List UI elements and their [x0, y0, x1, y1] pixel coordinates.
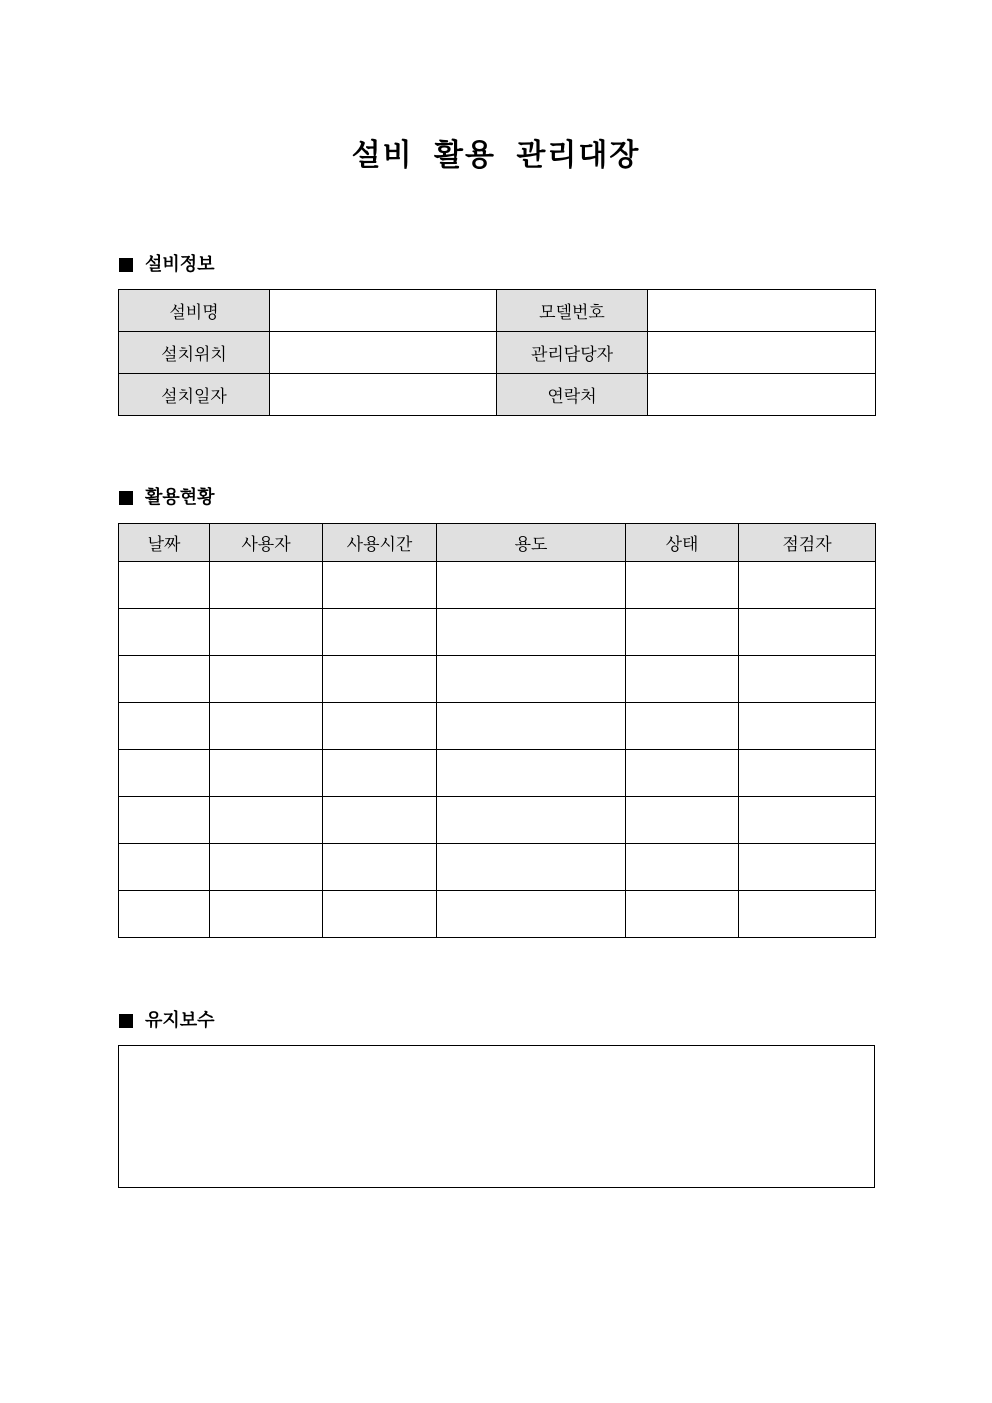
table-row [119, 844, 876, 891]
usage-cell[interactable] [210, 891, 323, 938]
usage-cell[interactable] [210, 750, 323, 797]
usage-cell[interactable] [210, 562, 323, 609]
usage-cell[interactable] [323, 844, 437, 891]
page-title: 설비 활용 관리대장 [351, 138, 641, 173]
table-row [119, 703, 876, 750]
usage-cell[interactable] [323, 891, 437, 938]
section-heading-info [119, 253, 215, 277]
usage-cell[interactable] [119, 891, 210, 938]
info-row [119, 290, 876, 332]
usage-cell[interactable] [437, 562, 626, 609]
info-value-cell[interactable] [648, 374, 876, 416]
usage-cell[interactable] [739, 562, 876, 609]
usage-cell[interactable] [323, 656, 437, 703]
info-value-cell[interactable] [648, 332, 876, 374]
usage-cell[interactable] [739, 797, 876, 844]
usage-column-header: 사용시간 [323, 524, 437, 562]
usage-cell[interactable] [739, 609, 876, 656]
usage-cell[interactable] [437, 891, 626, 938]
table-row [119, 750, 876, 797]
info-value-cell[interactable] [270, 374, 497, 416]
usage-cell[interactable] [437, 609, 626, 656]
usage-cell[interactable] [119, 750, 210, 797]
table-row [119, 609, 876, 656]
usage-cell[interactable] [119, 797, 210, 844]
info-row [119, 332, 876, 374]
usage-cell[interactable] [437, 844, 626, 891]
usage-cell[interactable] [119, 844, 210, 891]
section-heading-label: 설비정보 [145, 254, 215, 275]
info-value-cell[interactable] [648, 290, 876, 332]
section-heading-label: 활용현황 [145, 487, 215, 508]
info-value-cell[interactable] [270, 332, 497, 374]
usage-cell[interactable] [119, 656, 210, 703]
usage-cell[interactable] [437, 797, 626, 844]
usage-cell[interactable] [626, 562, 739, 609]
usage-cell[interactable] [323, 750, 437, 797]
table-row [119, 797, 876, 844]
info-row [119, 374, 876, 416]
usage-cell[interactable] [119, 609, 210, 656]
section-heading-maintenance [119, 1009, 215, 1033]
usage-header-row [119, 524, 876, 562]
table-row [119, 562, 876, 609]
usage-cell[interactable] [626, 891, 739, 938]
section-heading-usage [119, 486, 215, 510]
usage-cell[interactable] [739, 844, 876, 891]
square-bullet-icon [119, 258, 133, 272]
usage-cell[interactable] [119, 562, 210, 609]
info-label-cell: 설비명 [119, 290, 270, 332]
usage-cell[interactable] [437, 656, 626, 703]
info-label-cell: 연락처 [497, 374, 648, 416]
square-bullet-icon [119, 491, 133, 505]
info-label-cell: 설치위치 [119, 332, 270, 374]
equipment-info-table [118, 289, 876, 416]
usage-cell[interactable] [210, 844, 323, 891]
usage-cell[interactable] [210, 609, 323, 656]
table-row [119, 891, 876, 938]
info-label-cell: 설치일자 [119, 374, 270, 416]
usage-cell[interactable] [626, 656, 739, 703]
usage-cell[interactable] [323, 797, 437, 844]
square-bullet-icon [119, 1014, 133, 1028]
info-value-cell[interactable] [270, 290, 497, 332]
usage-cell[interactable] [437, 750, 626, 797]
usage-cell[interactable] [323, 703, 437, 750]
usage-cell[interactable] [739, 703, 876, 750]
maintenance-notes-box[interactable] [118, 1045, 875, 1188]
info-label-cell: 관리담당자 [497, 332, 648, 374]
usage-column-header: 상태 [626, 524, 739, 562]
section-heading-label: 유지보수 [145, 1010, 215, 1031]
usage-cell[interactable] [323, 562, 437, 609]
usage-cell[interactable] [323, 609, 437, 656]
usage-cell[interactable] [739, 656, 876, 703]
usage-cell[interactable] [119, 703, 210, 750]
usage-table [118, 523, 876, 938]
usage-cell[interactable] [437, 703, 626, 750]
usage-cell[interactable] [626, 703, 739, 750]
table-row [119, 656, 876, 703]
usage-cell[interactable] [739, 891, 876, 938]
usage-cell[interactable] [626, 750, 739, 797]
usage-cell[interactable] [626, 609, 739, 656]
usage-cell[interactable] [626, 797, 739, 844]
usage-column-header: 점검자 [739, 524, 876, 562]
usage-cell[interactable] [210, 703, 323, 750]
usage-cell[interactable] [210, 797, 323, 844]
usage-column-header: 용도 [437, 524, 626, 562]
info-label-cell: 모델번호 [497, 290, 648, 332]
usage-column-header: 날짜 [119, 524, 210, 562]
usage-cell[interactable] [626, 844, 739, 891]
usage-cell[interactable] [210, 656, 323, 703]
usage-cell[interactable] [739, 750, 876, 797]
usage-column-header: 사용자 [210, 524, 323, 562]
